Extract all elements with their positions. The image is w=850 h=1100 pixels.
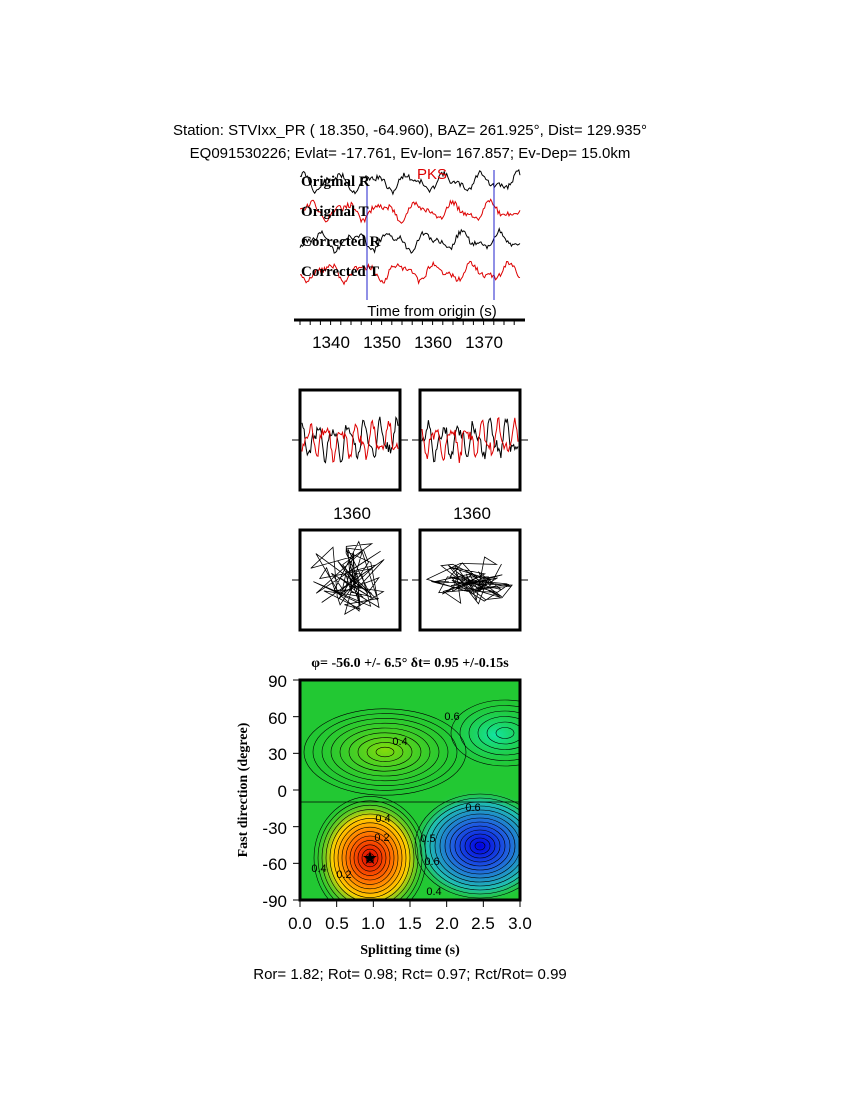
particle-motion-path	[311, 542, 384, 615]
waveform-frame-left	[300, 390, 400, 490]
x-tick: 3.0	[508, 914, 532, 933]
contour-label: 0.4	[426, 886, 442, 898]
waveform-panel-corrected	[412, 418, 528, 463]
time-tick-label: 1370	[465, 333, 503, 352]
x-axis-label: Splitting time (s)	[360, 943, 460, 958]
trace-label-corrected-t: Corrected T	[301, 264, 380, 280]
x-tick: 0.5	[325, 914, 349, 933]
trace-label-original-t: Original T	[301, 204, 369, 220]
y-tick: 60	[268, 709, 287, 728]
particle-motion-path	[427, 557, 512, 604]
time-axis-label: Time from origin (s)	[367, 303, 497, 320]
y-tick: 90	[268, 672, 287, 691]
event-header: EQ091530226; Evlat= -17.761, Ev-lon= 167.857; Ev-Dep= 15.0km	[189, 145, 631, 162]
particle-motion-corrected	[412, 557, 528, 604]
contour-label: 0.6	[465, 802, 481, 814]
y-tick: 30	[268, 745, 287, 764]
contour-label: 0.4	[392, 736, 408, 748]
time-tick-label: 1350	[363, 333, 401, 352]
x-tick: 2.0	[435, 914, 459, 933]
y-tick: 0	[277, 782, 287, 801]
contour-label: 0.2	[336, 869, 352, 881]
best-fit-star-icon: ★	[361, 848, 379, 868]
contour-label: 0.5	[420, 833, 436, 845]
x-tick: 2.5	[471, 914, 495, 933]
y-tick: -90	[262, 892, 287, 911]
contour-label: 0.2	[374, 832, 390, 844]
waveform-tick-right: 1360	[453, 504, 491, 523]
trace-label-corrected-r: Corrected R	[301, 234, 381, 250]
correlation-stats: Ror= 1.82; Rot= 0.98; Rct= 0.97; Rct/Rot= 0.99	[253, 966, 567, 983]
map-title: φ= -56.0 +/- 6.5° δt= 0.95 +/-0.15s	[311, 656, 509, 671]
particle-motion-original	[292, 542, 408, 615]
waveform-panel-original	[292, 417, 408, 463]
contour-label: 0.4	[311, 863, 327, 875]
contour-label: 0.6	[444, 711, 460, 723]
x-tick: 0.0	[288, 914, 312, 933]
time-tick-label: 1340	[312, 333, 350, 352]
x-tick: 1.0	[361, 914, 385, 933]
map-region-high	[435, 697, 555, 773]
phase-label: PKS	[416, 166, 448, 183]
x-tick: 1.5	[398, 914, 422, 933]
y-tick: -30	[262, 819, 287, 838]
waveform-tick-left: 1360	[333, 504, 371, 523]
contour-label: 0.4	[375, 813, 391, 825]
trace-label-original-r: Original R	[301, 174, 370, 190]
y-tick: -60	[262, 855, 287, 874]
y-axis-label: Fast direction (degree)	[236, 722, 251, 858]
time-tick-label: 1360	[414, 333, 452, 352]
waveform-fast	[422, 418, 518, 461]
contour-label: 0.6	[424, 856, 440, 868]
station-header: Station: STVIxx_PR ( 18.350, -64.960), BAZ= 261.925°, Dist= 129.935°	[173, 122, 647, 139]
